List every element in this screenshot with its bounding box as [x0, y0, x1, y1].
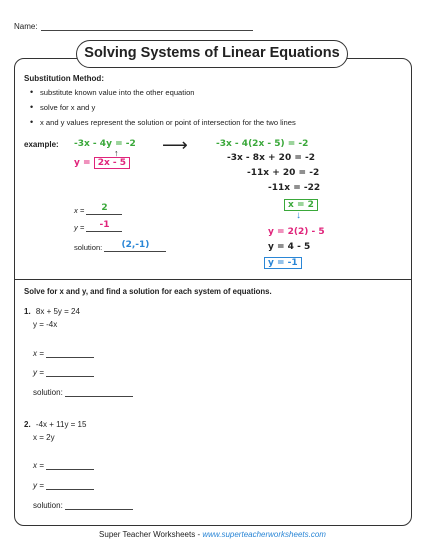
example-solution-row [74, 240, 166, 252]
problem-2-y-row: y = [33, 481, 94, 490]
problem-2-x-row: x = [33, 461, 94, 470]
footer-site: Super Teacher Worksheets [99, 530, 196, 539]
example-solution-value: (2,-1) [104, 240, 166, 252]
problem-equation-1: -4x + 11y = 15 [35, 420, 87, 429]
answer-x-field[interactable] [46, 461, 94, 470]
problem-equation-1: 8x + 5y = 24 [35, 307, 80, 316]
step-4: -11x = -22 [268, 183, 321, 193]
list-item: • x and y values represent the solution or point of intersection for the two lines [30, 118, 296, 133]
answer-solution-field[interactable] [65, 388, 133, 397]
section-divider [14, 279, 412, 280]
footer: Super Teacher Worksheets - www.superteacherworksheets.com [99, 530, 326, 539]
x-result: x = 2 [284, 199, 318, 211]
eq2-rhs-box: 2x - 5 [94, 157, 130, 169]
example-x-value: 2 [86, 203, 122, 215]
step-3: -11x + 20 = -2 [247, 168, 320, 178]
arrow-up-icon: ↑ [114, 148, 119, 158]
list-item: • substitute known value into the other equation [30, 88, 296, 103]
eq2-lhs: y = [74, 158, 91, 168]
problem-2 [24, 420, 86, 429]
step-2: -3x - 8x + 20 = -2 [227, 153, 316, 163]
answer-solution-field[interactable] [65, 501, 133, 510]
answer-y-field[interactable] [46, 368, 94, 377]
answer-x-field[interactable] [46, 349, 94, 358]
instructions: Solve for x and y, and find a solution for each system of equations. [24, 287, 272, 296]
problem-number: 2. [24, 420, 31, 429]
answer-y-field[interactable] [46, 481, 94, 490]
x-label: x = [74, 206, 85, 215]
problem-2-solution-row: solution: [33, 501, 133, 510]
example-equation-1: -3x - 4y = -2 [74, 139, 136, 149]
step-1: -3x - 4(2x - 5) = -2 [216, 139, 309, 149]
problem-1-x-row: x = [33, 349, 94, 358]
problem-1-eq2: y = -4x [33, 320, 58, 329]
name-row [14, 22, 253, 31]
problem-1-solution-row: solution: [33, 388, 133, 397]
problem-2-eq2: x = 2y [33, 433, 55, 442]
name-label: Name: [14, 22, 38, 31]
example-equation-2 [74, 158, 130, 168]
y-label: y = [74, 223, 85, 232]
arrow-right-icon: ⟶ [162, 135, 188, 155]
footer-link[interactable]: www.superteacherworksheets.com [202, 530, 326, 539]
example-y-value: -1 [86, 220, 122, 232]
example-x-row [74, 203, 122, 215]
example-label: example: [24, 140, 59, 149]
name-field[interactable] [41, 22, 253, 31]
page-title: Solving Systems of Linear Equations [76, 40, 348, 68]
method-bullets [30, 88, 296, 133]
method-heading: Substitution Method: [24, 74, 104, 83]
problem-1 [24, 307, 80, 316]
example-y-row [74, 220, 122, 232]
solution-label: solution: [74, 243, 103, 252]
arrow-down-icon: ↓ [296, 210, 301, 221]
problem-1-y-row: y = [33, 368, 94, 377]
y-result: y = -1 [264, 257, 302, 269]
problem-number: 1. [24, 307, 31, 316]
y-simplified: y = 4 - 5 [268, 242, 311, 252]
y-substitution: y = 2(2) - 5 [268, 227, 325, 237]
list-item: • solve for x and y [30, 103, 296, 118]
